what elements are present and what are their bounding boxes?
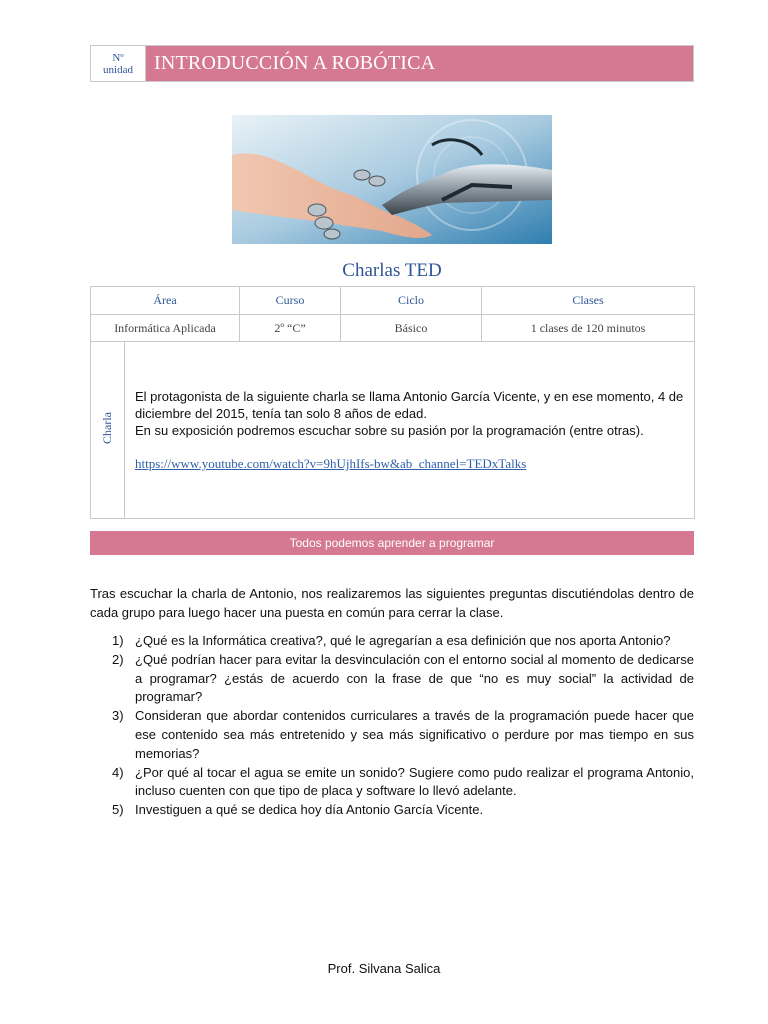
question-number: 1) <box>112 633 124 648</box>
list-item <box>90 651 694 707</box>
question-text: ¿Qué podrían hacer para evitar la desvinculación con el entorno social al momento de dedicarse a programar? ¿estás de acuerdo con la frase de que “no es muy social” la actividad de programar? <box>135 651 694 705</box>
value-area: Informática Aplicada <box>91 315 240 342</box>
unit-header <box>90 45 694 82</box>
question-number: 3) <box>112 708 124 724</box>
unit-label-line1: Nº <box>112 51 124 64</box>
list-item <box>90 632 694 651</box>
course-info-table <box>90 286 695 519</box>
value-curso: 2º “C” <box>240 315 341 342</box>
question-text: Consideran que abordar contenidos curriculares a través de la programación puede hacer que ese contenido sea más entretenido y sea más significativo o perdure por mas tiempo en sus memorias? <box>135 708 694 761</box>
list-item <box>90 801 694 820</box>
header-clases: Clases <box>482 287 695 315</box>
value-ciclo: Básico <box>341 315 482 342</box>
question-text: Investiguen a qué se dedica hoy día Antonio García Vicente. <box>135 802 484 818</box>
side-label: Charla <box>100 412 114 444</box>
question-text: ¿Qué es la Informática creativa?, qué le agregarían a esa definición que nos aporta Antonio? <box>135 633 671 648</box>
question-number: 5) <box>112 802 124 818</box>
talk-paragraph-1: El protagonista de la siguiente charla se llama Antonio García Vicente, y en ese momento, 4 de diciembre del 2015, tenía tan solo 8 años de edad. <box>135 389 684 421</box>
table-value-row <box>91 315 695 342</box>
table-content-row <box>91 342 695 519</box>
unit-title: INTRODUCCIÓN A ROBÓTICA <box>146 46 693 81</box>
unit-label-line2: unidad <box>103 63 133 76</box>
talk-paragraph-2: En su exposición podremos escuchar sobre su pasión por la programación (entre otras). <box>135 423 644 438</box>
list-item <box>90 764 694 802</box>
header-ciclo: Ciclo <box>341 287 482 315</box>
footer-author: Prof. Silvana Salica <box>327 961 441 976</box>
table-header-row <box>91 287 695 315</box>
talk-description-cell <box>125 342 695 519</box>
value-clases: 1 clases de 120 minutos <box>482 315 695 342</box>
intro-paragraph: Tras escuchar la charla de Antonio, nos realizaremos las siguientes preguntas discutiéndolas dentro de cada grupo para luego hacer una puesta en común para cerrar la clase. <box>90 586 694 620</box>
section-title: Charlas TED <box>342 260 442 281</box>
list-item <box>90 707 694 763</box>
unit-number-box <box>91 46 146 81</box>
question-text: ¿Por qué al tocar el agua se emite un sonido? Sugiere como pudo realizar el programa Antonio, incluso cuenten con que tipo de placa y software lo llevó adelante. <box>135 764 694 799</box>
header-area: Área <box>91 287 240 315</box>
robot-human-handshake-image <box>232 115 552 244</box>
question-number: 2) <box>112 651 124 667</box>
side-label-cell <box>91 342 125 519</box>
questions-list <box>90 632 694 820</box>
section-banner: Todos podemos aprender a programar <box>90 531 694 555</box>
header-curso: Curso <box>240 287 341 315</box>
question-number: 4) <box>112 764 124 780</box>
youtube-link[interactable]: https://www.youtube.com/watch?v=9hUjhIfs-bw&ab_channel=TEDxTalks <box>135 456 527 471</box>
